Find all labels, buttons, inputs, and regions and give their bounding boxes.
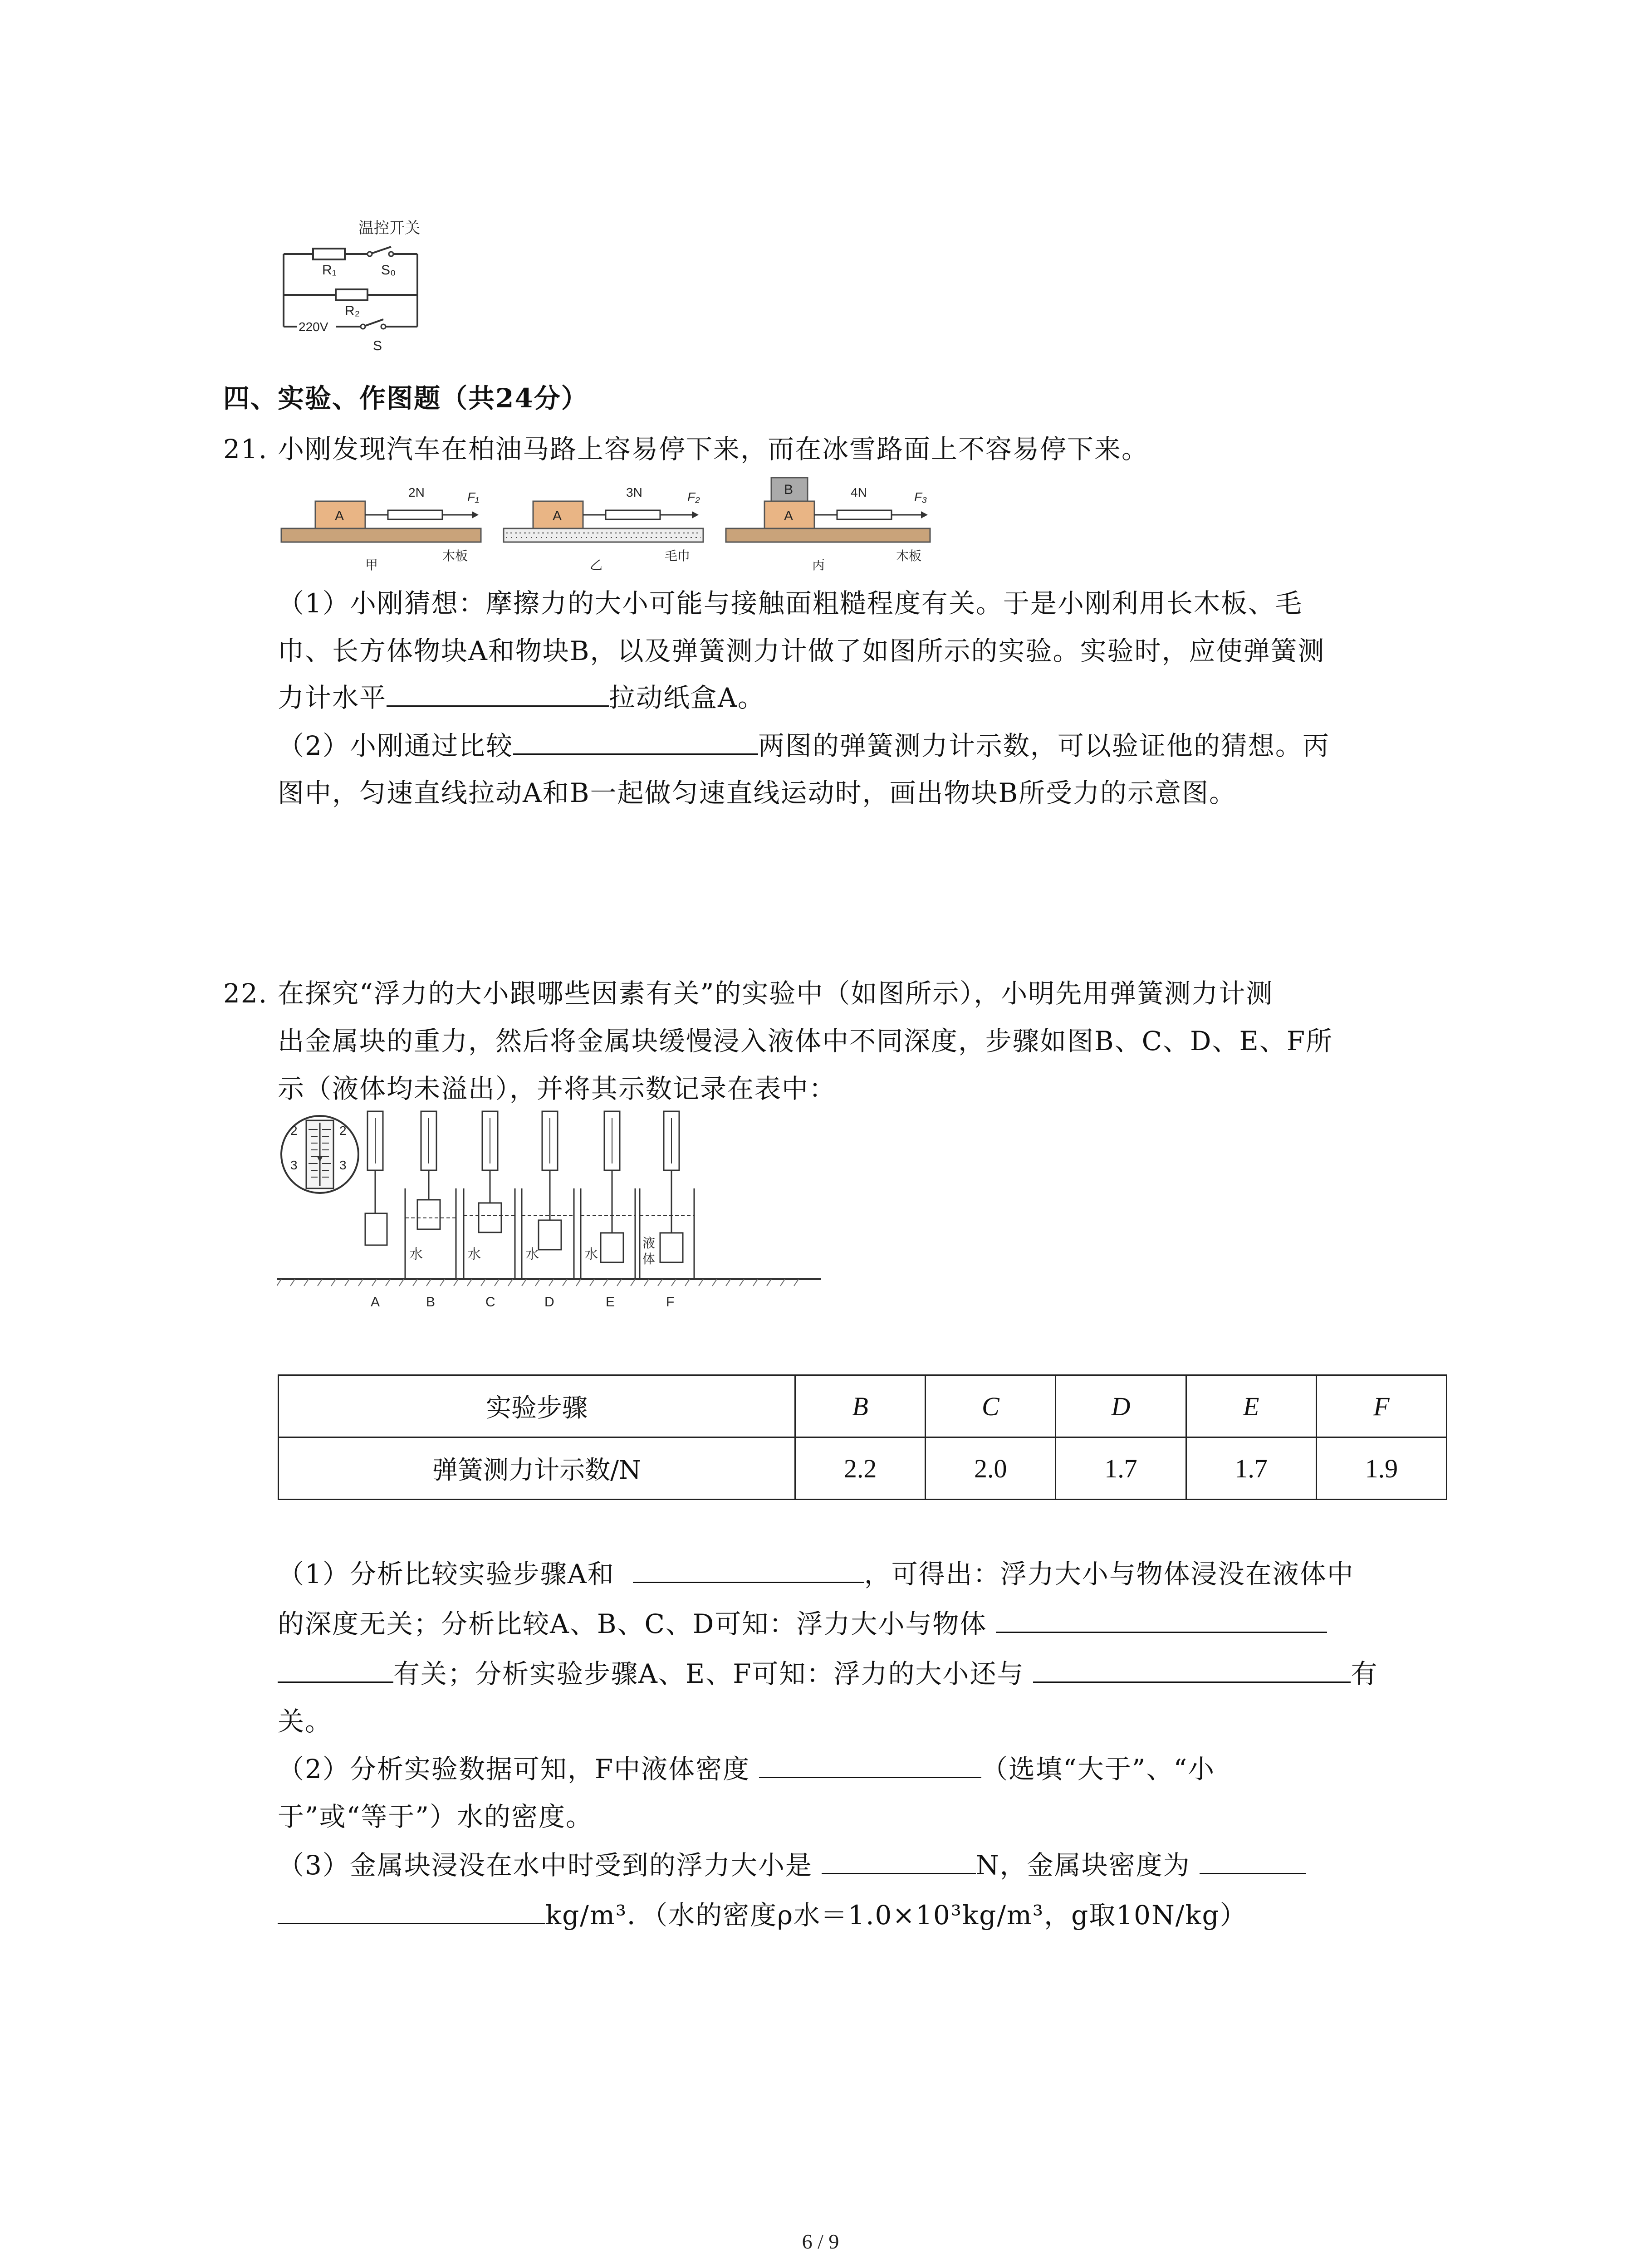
caption-yi: 乙 bbox=[590, 558, 603, 572]
q22-blank-buoyant-force[interactable] bbox=[822, 1845, 976, 1874]
friction-panel-1 bbox=[281, 485, 481, 572]
q22-stem-line1: 在探究“浮力的大小跟哪些因素有关”的实验中（如图所示），小明先用弹簧测力计测 bbox=[278, 978, 1274, 1009]
water-label-e: 水 bbox=[584, 1247, 598, 1262]
caption-bing: 丙 bbox=[812, 558, 825, 572]
block-a-label: A bbox=[335, 508, 344, 523]
q22-part1-line3-text-b: 有 bbox=[1351, 1658, 1378, 1689]
s0-label: S₀ bbox=[381, 263, 396, 278]
setup-label-e: E bbox=[606, 1295, 615, 1310]
s-label: S bbox=[373, 338, 382, 353]
table-cell: 2.2 bbox=[795, 1437, 926, 1500]
table-header-cell: E bbox=[1186, 1375, 1316, 1437]
q22-part3-line2 bbox=[278, 1892, 1247, 1938]
block-a-label-3: A bbox=[784, 508, 794, 523]
scale-tick-3-left: 3 bbox=[290, 1158, 298, 1172]
setup-label-a: A bbox=[371, 1295, 380, 1310]
table-row-label: 弹簧测力计示数/N bbox=[279, 1437, 795, 1500]
scale-tick-2-left: 2 bbox=[290, 1124, 298, 1138]
q22-part2-line2: 于”或“等于”）水的密度。 bbox=[278, 1801, 593, 1832]
force-reading-3: 4N bbox=[851, 485, 867, 499]
water-label-d: 水 bbox=[525, 1247, 539, 1262]
q21-part1-line2: 巾、长方体物块A和物块B，以及弹簧测力计做了如图所示的实验。实验时，应使弹簧测 bbox=[278, 635, 1325, 666]
q22-blank-factor-volume-cont[interactable] bbox=[278, 1653, 393, 1683]
table-header-row bbox=[279, 1375, 1447, 1437]
setup-b bbox=[405, 1111, 456, 1279]
force-reading-1: 2N bbox=[408, 485, 425, 499]
table-cell: 2.0 bbox=[926, 1437, 1056, 1500]
q22-part2-line1-text-b: （选填“大于”、“小 bbox=[981, 1754, 1215, 1784]
q22-part1-line2-text: 的深度无关；分析比较A、B、C、D可知：浮力大小与物体 bbox=[278, 1608, 987, 1639]
table-header-cell: D bbox=[1056, 1375, 1186, 1437]
force-label-3: F₃ bbox=[914, 490, 927, 504]
block-a-label-2: A bbox=[553, 508, 562, 523]
setup-label-c: C bbox=[485, 1295, 495, 1310]
q21-part2-line1-text-b: 两图的弹簧测力计示数，可以验证他的猜想。丙 bbox=[758, 730, 1330, 761]
liquid-label-bottom: 体 bbox=[642, 1252, 656, 1266]
q22-stem-line2: 出金属块的重力，然后将金属块缓慢浸入液体中不同深度，步骤如图B、C、D、E、F所 bbox=[278, 1026, 1333, 1056]
q21-stem: 小刚发现汽车在柏油马路上容易停下来，而在冰雪路面上不容易停下来。 bbox=[278, 434, 1149, 464]
force-label-1: F₁ bbox=[467, 490, 479, 504]
surface-label-2: 毛巾 bbox=[665, 549, 691, 563]
q22-part1-line1-text-a: （1）分析比较实验步骤A和 bbox=[278, 1559, 615, 1589]
scale-tick-3-right: 3 bbox=[339, 1158, 347, 1172]
q21-blank-pull-method[interactable] bbox=[387, 677, 609, 707]
q22-blank-factor-density[interactable] bbox=[1033, 1653, 1351, 1683]
q22-blank-metal-density-cont[interactable] bbox=[278, 1895, 545, 1924]
q22-part1-line3-text-a: 有关；分析实验步骤A、E、F可知：浮力的大小还与 bbox=[393, 1658, 1024, 1689]
buoyancy-experiment-figure bbox=[277, 1107, 821, 1315]
surface-label-1: 木板 bbox=[442, 549, 468, 563]
q22-blank-factor-volume[interactable] bbox=[996, 1603, 1327, 1633]
q22-part3-line1-text-a: （3）金属块浸没在水中时受到的浮力大小是 bbox=[278, 1850, 813, 1881]
q21-part2-line2: 图中，匀速直线拉动A和B一起做匀速直线运动时，画出物块B所受力的示意图。 bbox=[278, 777, 1237, 808]
scale-tick-2-right: 2 bbox=[339, 1124, 347, 1138]
block-b-label: B bbox=[784, 482, 794, 497]
q22-part1-line1 bbox=[278, 1551, 1354, 1597]
setup-a bbox=[365, 1111, 387, 1245]
friction-experiment-figure bbox=[277, 474, 948, 578]
table-cell: 1.7 bbox=[1056, 1437, 1186, 1500]
q22-part3-line1-text-b: N，金属块密度为 bbox=[975, 1850, 1190, 1881]
thermostat-switch-label: 温控开关 bbox=[358, 220, 420, 237]
setup-e bbox=[581, 1111, 635, 1279]
q22-stem-line3: 示（液体均未溢出），并将其示数记录在表中： bbox=[278, 1073, 837, 1104]
caption-jia: 甲 bbox=[365, 558, 378, 572]
r2-label: R₂ bbox=[345, 303, 360, 318]
force-reading-2: 3N bbox=[626, 485, 642, 499]
q22-blank-compare-steps[interactable] bbox=[633, 1554, 864, 1583]
table-header-cell: B bbox=[795, 1375, 926, 1437]
q22-part1-line4: 关。 bbox=[278, 1706, 333, 1737]
liquid-label-top: 液 bbox=[642, 1236, 656, 1250]
q21-part1-line1: （1）小刚猜想：摩擦力的大小可能与接触面粗糙程度有关。于是小刚利用长木板、毛 bbox=[278, 588, 1303, 619]
setup-label-f: F bbox=[666, 1295, 675, 1310]
q21-part1-line3-text-b: 拉动纸盒A。 bbox=[609, 682, 765, 713]
table-header-cell: C bbox=[926, 1375, 1056, 1437]
force-label-2: F₂ bbox=[687, 490, 700, 504]
section-heading: 四、实验、作图题（共24分） bbox=[223, 383, 588, 414]
q21-part2-line1 bbox=[278, 723, 1330, 768]
measurement-table bbox=[278, 1374, 1447, 1500]
water-label-b: 水 bbox=[409, 1247, 423, 1262]
q22-part3-line1 bbox=[278, 1843, 1306, 1888]
setup-f bbox=[640, 1111, 694, 1279]
setup-c bbox=[464, 1111, 515, 1279]
q22-part1-line2 bbox=[278, 1601, 1327, 1647]
q22-part1-line3 bbox=[278, 1651, 1378, 1696]
friction-panel-2 bbox=[504, 485, 703, 572]
q22-part2-line1 bbox=[278, 1746, 1215, 1792]
table-row bbox=[279, 1437, 1447, 1500]
scale-magnifier bbox=[281, 1116, 358, 1193]
q21-number: 21. bbox=[223, 434, 268, 464]
q21-part1-line3 bbox=[278, 675, 765, 720]
circuit-diagram bbox=[272, 218, 436, 358]
friction-panel-3 bbox=[726, 478, 930, 572]
q22-part3-line2-text: kg/m³．（水的密度ρ水＝1.0×10³kg/m³，g取10N/kg） bbox=[545, 1900, 1247, 1931]
table-cell: 1.7 bbox=[1186, 1437, 1316, 1500]
q22-part1-line1-text-b: ，可得出：浮力大小与物体浸没在液体中 bbox=[864, 1559, 1354, 1589]
q21-blank-compare-figures[interactable] bbox=[513, 725, 758, 755]
r1-label: R₁ bbox=[322, 263, 337, 278]
surface-label-3: 木板 bbox=[896, 549, 922, 563]
setup-d bbox=[522, 1111, 574, 1279]
q22-number: 22. bbox=[223, 978, 268, 1009]
table-cell: 1.9 bbox=[1316, 1437, 1446, 1500]
q22-blank-metal-density[interactable] bbox=[1200, 1845, 1306, 1874]
table-header-cell: F bbox=[1316, 1375, 1446, 1437]
water-label-c: 水 bbox=[467, 1247, 481, 1262]
q22-blank-density-compare[interactable] bbox=[759, 1749, 981, 1778]
q21-part2-line1-text-a: （2）小刚通过比较 bbox=[278, 730, 513, 761]
q22-part2-line1-text-a: （2）分析实验数据可知，F中液体密度 bbox=[278, 1754, 750, 1784]
setup-label-d: D bbox=[544, 1295, 554, 1310]
voltage-label: 220V bbox=[299, 320, 328, 334]
page-number: 6 / 9 bbox=[802, 2230, 839, 2253]
setup-label-b: B bbox=[426, 1295, 436, 1310]
q21-part1-line3-text-a: 力计水平 bbox=[278, 682, 387, 713]
table-header-cell: 实验步骤 bbox=[279, 1375, 795, 1437]
